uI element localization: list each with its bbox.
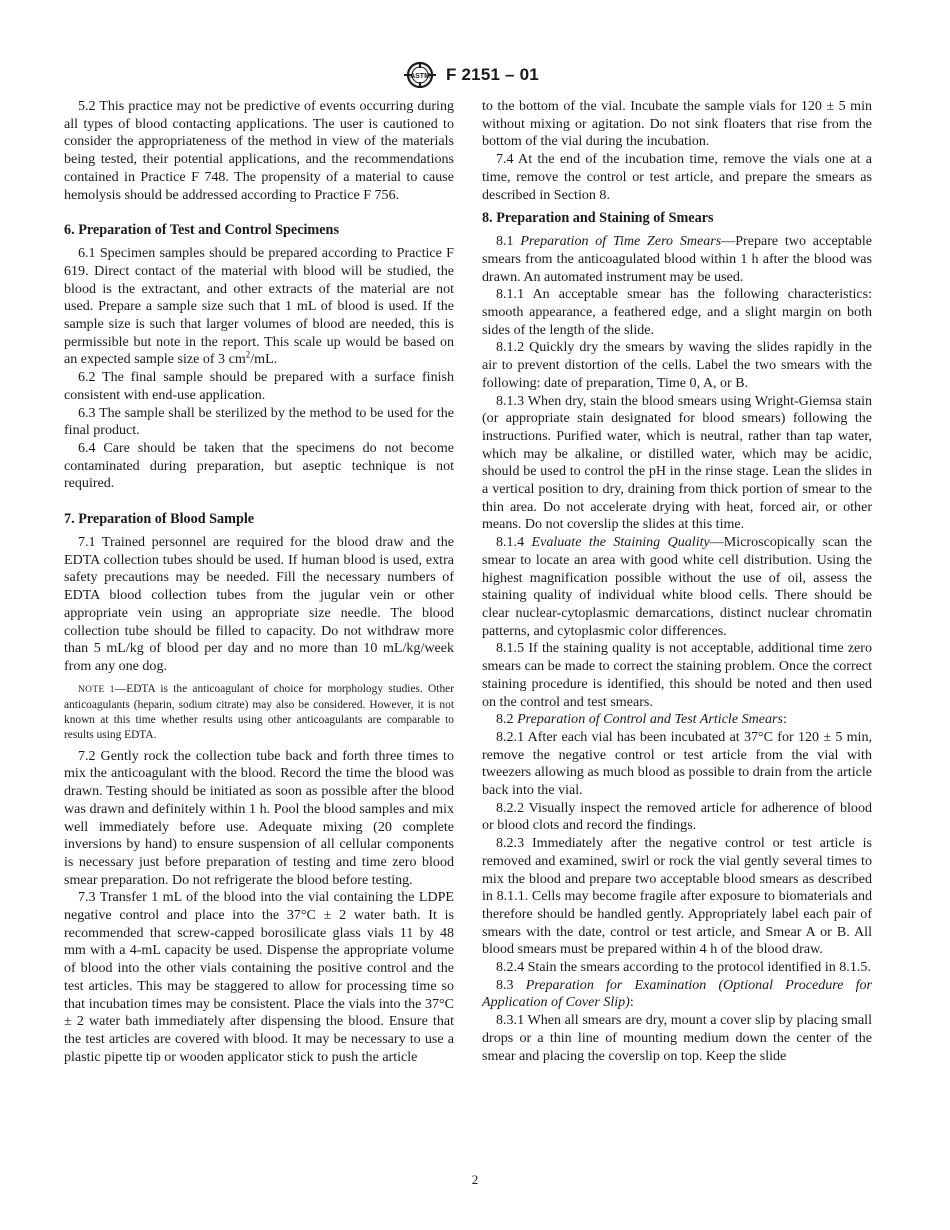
paragraph-8-1-1: 8.1.1 An acceptable smear has the following characteristics: smooth appearance, a feathered edge, and a slight margin on both sides of the length of the slide. — [482, 286, 872, 338]
paragraph-6-3: 6.3 The sample shall be sterilized by the method to be used for the final product. — [64, 404, 454, 439]
paragraph-7-3-continued: to the bottom of the vial. Incubate the sample vials for 120 ± 5 min without mixing or agitation. Do not sink floaters that rise from the bottom of the vial during the incubation. — [482, 98, 872, 150]
section-6-heading: 6. Preparation of Test and Control Specimens — [64, 222, 339, 239]
paragraph-8-1-4: 8.1.4 Evaluate the Staining Quality—Microscopically scan the smear to locate an area with good white cell distribution. Using the highest magnification possible without the use of oil, assess the staining quality of individual white blood cells. There should be clear nuclear-cytoplasmic demarcations, distinct nuclear chromatin patterns, and cytoplasmic color differences. — [482, 534, 872, 639]
paragraph-8-1-2: 8.1.2 Quickly dry the smears by waving the slides rapidly in the air to prevent distortion of the cells. Label the two smears with the following: date of preparation, Time 0, A, or B. — [482, 339, 872, 391]
paragraph-6-2: 6.2 The final sample should be prepared with a surface finish consistent with end-use application. — [64, 369, 454, 403]
section-8-heading: 8. Preparation and Staining of Smears — [482, 210, 714, 227]
designation: F 2151 – 01 — [446, 65, 539, 84]
paragraph-5-2: 5.2 This practice may not be predictive of events occurring during all types of blood contacting applications. The user is cautioned to consider the appropriateness of the method in view of the materials being tested, their potential applications, and the recommendations contained in Practice F 748. The propensity of a material to cause hemolysis should be addressed according to Practice F 756. — [64, 98, 454, 203]
paragraph-7-1: 7.1 Trained personnel are required for the blood draw and the EDTA collection tubes should be used. If human blood is used, extra safety precautions may be needed. Fill the necessary numbers of EDTA blood collection tubes from the jugular vein or other appropriate vein using an appropriate size needle. The blood collection tube should be filled to capacity. Do not withdraw more than 5 mL/kg of blood per day and no more than 10 mL/kg/week from any one dog. — [64, 534, 454, 674]
paragraph-8-2-2: 8.2.2 Visually inspect the removed article for adherence of blood or blood clots and record the findings. — [482, 799, 872, 834]
paragraph-8-2-4: 8.2.4 Stain the smears according to the protocol identified in 8.1.5. — [496, 959, 871, 976]
logo-text: ASTM — [410, 73, 430, 80]
astm-logo — [401, 62, 439, 88]
paragraph-8-1-3: 8.1.3 When dry, stain the blood smears using Wright-Giemsa stain (or appropriate stain designated for blood smears) following the instructions. Purified water, which is neutral, rather than tap water, which may be alkaline, or distilled water, which may be acidic, should be used to control the pH in the rinse stage. Lean the slides in a vertical position to dry, draining from thick portion of smear to the thin area. Do not accelerate drying with heat, forced air, or other means. Do not coverslip the slides at this time. — [482, 392, 872, 533]
paragraph-6-4: 6.4 Care should be taken that the specimens do not become contaminated during preparation, but aseptic technique is not required. — [64, 439, 454, 492]
paragraph-8-2: 8.2 Preparation of Control and Test Article Smears: — [496, 711, 787, 728]
page-number: 2 — [471, 1172, 479, 1187]
paragraph-8-2-1: 8.2.1 After each vial has been incubated at 37°C for 120 ± 5 min, remove the negative control or test article from the vial with tweezers allowing as much blood as possible to drain from the article back into the vial. — [482, 728, 872, 799]
paragraph-8-1: 8.1 Preparation of Time Zero Smears—Prepare two acceptable smears from the anticoagulated blood within 1 h after the blood was drawn. An automated instrument may be used. — [482, 233, 872, 285]
paragraph-8-2-3: 8.2.3 Immediately after the negative control or test article is removed and examined, swirl or rock the vial gently several times to mix the blood and prepare two acceptable blood smears as described in 8.1.1. Cells may become fragile after exposure to biomaterials and therefore should be handled gently. Appropriately label each pair of smears with the date, control or test article, and Smear A or B. All blood smears must be prepared within 4 h of the blood draw. — [482, 835, 872, 958]
section-7-heading: 7. Preparation of Blood Sample — [64, 511, 255, 528]
paragraph-8-3: 8.3 Preparation for Examination (Optional Procedure for Application of Cover Slip): — [482, 976, 872, 1011]
paragraph-6-1: 6.1 Specimen samples should be prepared according to Practice F 619. Direct contact of the material with blood will be studied, the blood is the extractant, and other extracts of the material are not used. Prepare a sample size such that 1 mL of blood is used. If the sample size is such that larger volumes of blood are needed, this is permissible but note in the report. This scale up would be based on an expected sample size of 3 $cm^2/mL$. — [64, 245, 454, 368]
left-column — [64, 98, 454, 1066]
paragraph-7-2: 7.2 Gently rock the collection tube back and forth three times to mix the anticoagulant with the blood. Record the time the blood was drawn. Testing should be initiated as soon as possible after the blood was drawn and definitely within 1 h. Pool the blood samples and mix well immediately before use. Adequate mixing (20 complete inversions by hand) to ensure suspension of all cellular components is necessary just before preparation of testing and time zero blood smear preparation. Do not refrigerate the blood before testing. — [64, 747, 454, 888]
paragraph-7-3: 7.3 Transfer 1 mL of the blood into the vial containing the LDPE negative control and place into the 37°C ± 2 water bath. It is recommended that screw-capped borosilicate glass vials 11 by 48 mm with a 4-mL capacity be used. Dispense the appropriate volume of blood into the other vials containing the positive control and the test articles. This may be staggered to allow for processing time so that incubation times may be consistent. Place the vials into the 37°C ± 2 water bath immediately after dispensing the blood. Ensure that the test articles are covered with blood. It may be necessary to use a plastic pipette tip or wooden applicator stick to push the article — [64, 889, 454, 1065]
paragraph-7-4: 7.4 At the end of the incubation time, remove the vials one at a time, remove the control or test article, and prepare the smears as described in Section 8. — [482, 151, 872, 203]
page-header — [0, 62, 950, 88]
paragraph-8-3-1: 8.3.1 When all smears are dry, mount a cover slip by placing small drops or a thin line of mounting medium down the center of the smear and placing the coverslip on top. Keep the slide — [482, 1012, 872, 1064]
note-label: NOTE 1 — [78, 684, 115, 695]
note-1: NOTE 1—EDTA is the anticoagulant of choice for morphology studies. Other anticoagulants (heparin, sodium citrate) may also be considered. However, it is not known at this time whether results using other anticoagulants are comparable to results using EDTA. — [64, 682, 454, 741]
paragraph-8-1-5: 8.1.5 If the staining quality is not acceptable, additional time zero smears can be made to correct the staining problem. Once the correct staining procedure is identified, this should be noted and then used on the control and test smears. — [482, 640, 872, 710]
right-column — [482, 98, 872, 1065]
